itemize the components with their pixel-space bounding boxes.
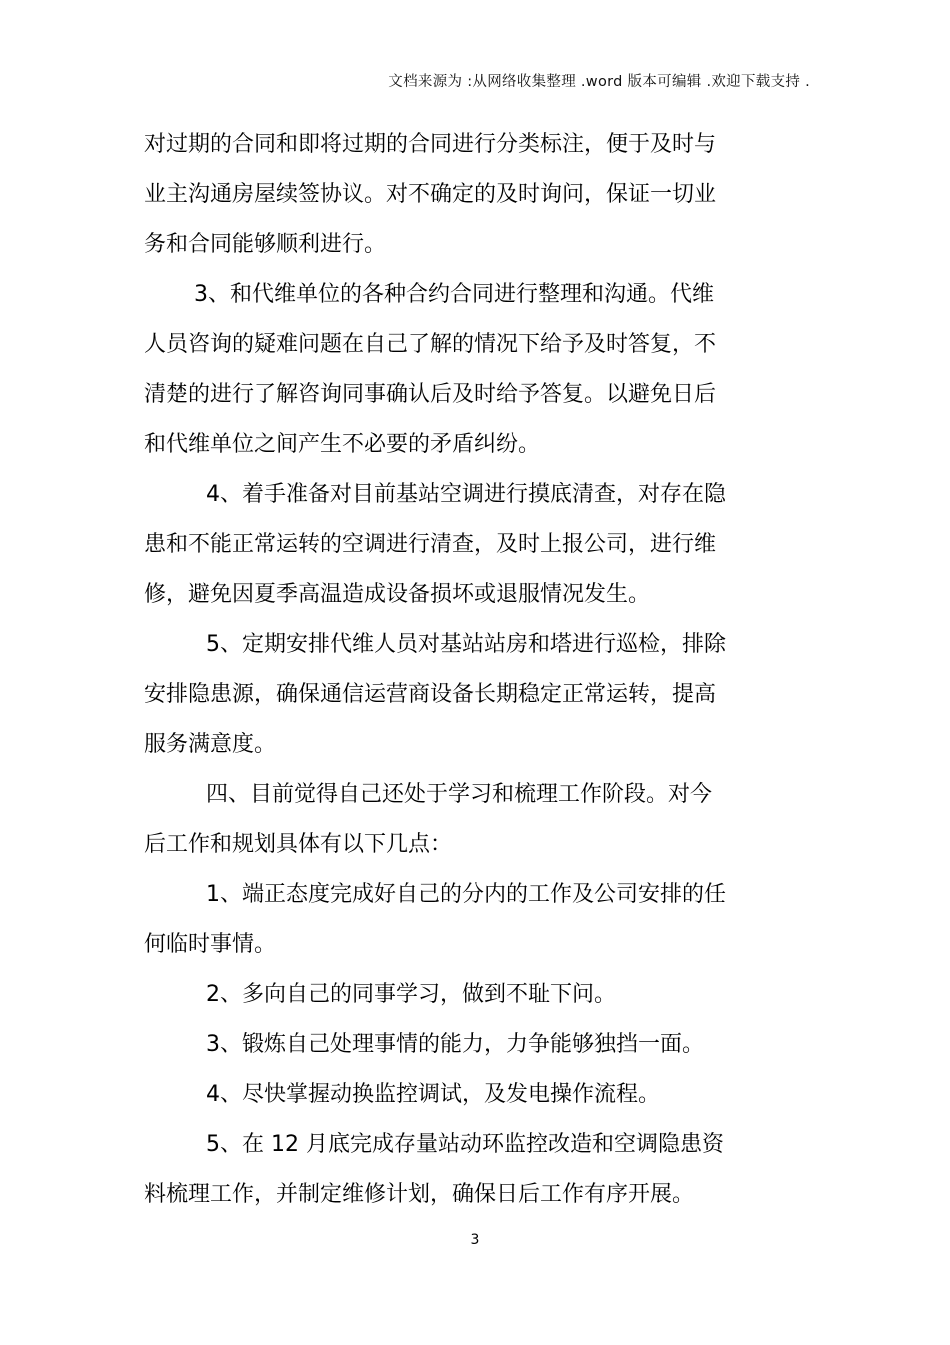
paragraph-line: 对过期的合同和即将过期的合同进行分类标注，便于及时与 [144, 132, 717, 157]
paragraph-line: 修，避免因夏季高温造成设备损坏或退服情况发生。 [144, 582, 651, 607]
paragraph-line: 服务满意度。 [144, 732, 277, 757]
body-text [144, 120, 764, 1220]
paragraph-line: 务和合同能够顺利进行。 [144, 232, 387, 257]
paragraph-line: 5、定期安排代维人员对基站站房和塔进行巡检，排除 [206, 632, 726, 657]
paragraph-line: 3、和代维单位的各种合约合同进行整理和沟通。代维 [194, 282, 714, 307]
paragraph-line: 4、尽快掌握动换监控调试，及发电操作流程。 [206, 1082, 660, 1107]
paragraph-line: 和代维单位之间产生不必要的矛盾纠纷。 [144, 432, 541, 457]
paragraph-line: 后工作和规划具体有以下几点： [144, 832, 453, 857]
page-number: 3 [470, 1232, 480, 1248]
paragraph-line: 业主沟通房屋续签协议。对不确定的及时询问，保证一切业 [144, 182, 717, 207]
source-note: 文档来源为 :从网络收集整理 .word 版本可编辑 .欢迎下载支持 . [388, 74, 810, 90]
paragraph-line: 何临时事情。 [144, 932, 277, 957]
paragraph-line: 料梳理工作，并制定维修计划，确保日后工作有序开展。 [144, 1182, 695, 1207]
paragraph-line: 人员咨询的疑难问题在自己了解的情况下给予及时答复，不 [144, 332, 717, 357]
paragraph-line: 安排隐患源，确保通信运营商设备长期稳定正常运转，提高 [144, 682, 717, 707]
paragraph-line: 1、端正态度完成好自己的分内的工作及公司安排的任 [206, 882, 726, 907]
paragraph-line: 4、着手准备对目前基站空调进行摸底清查，对存在隐 [206, 482, 726, 507]
paragraph-line: 四、目前觉得自己还处于学习和梳理工作阶段。对今 [206, 782, 713, 807]
paragraph-line: 清楚的进行了解咨询同事确认后及时给予答复。以避免日后 [144, 382, 717, 407]
paragraph-line: 5、在 12 月底完成存量站动环监控改造和空调隐患资 [206, 1132, 724, 1157]
paragraph-line: 3、锻炼自己处理事情的能力，力争能够独挡一面。 [206, 1032, 704, 1057]
paragraph-line: 2、多向自己的同事学习，做到不耻下问。 [206, 982, 616, 1007]
paragraph-line: 患和不能正常运转的空调进行清查，及时上报公司，进行维 [144, 532, 717, 557]
